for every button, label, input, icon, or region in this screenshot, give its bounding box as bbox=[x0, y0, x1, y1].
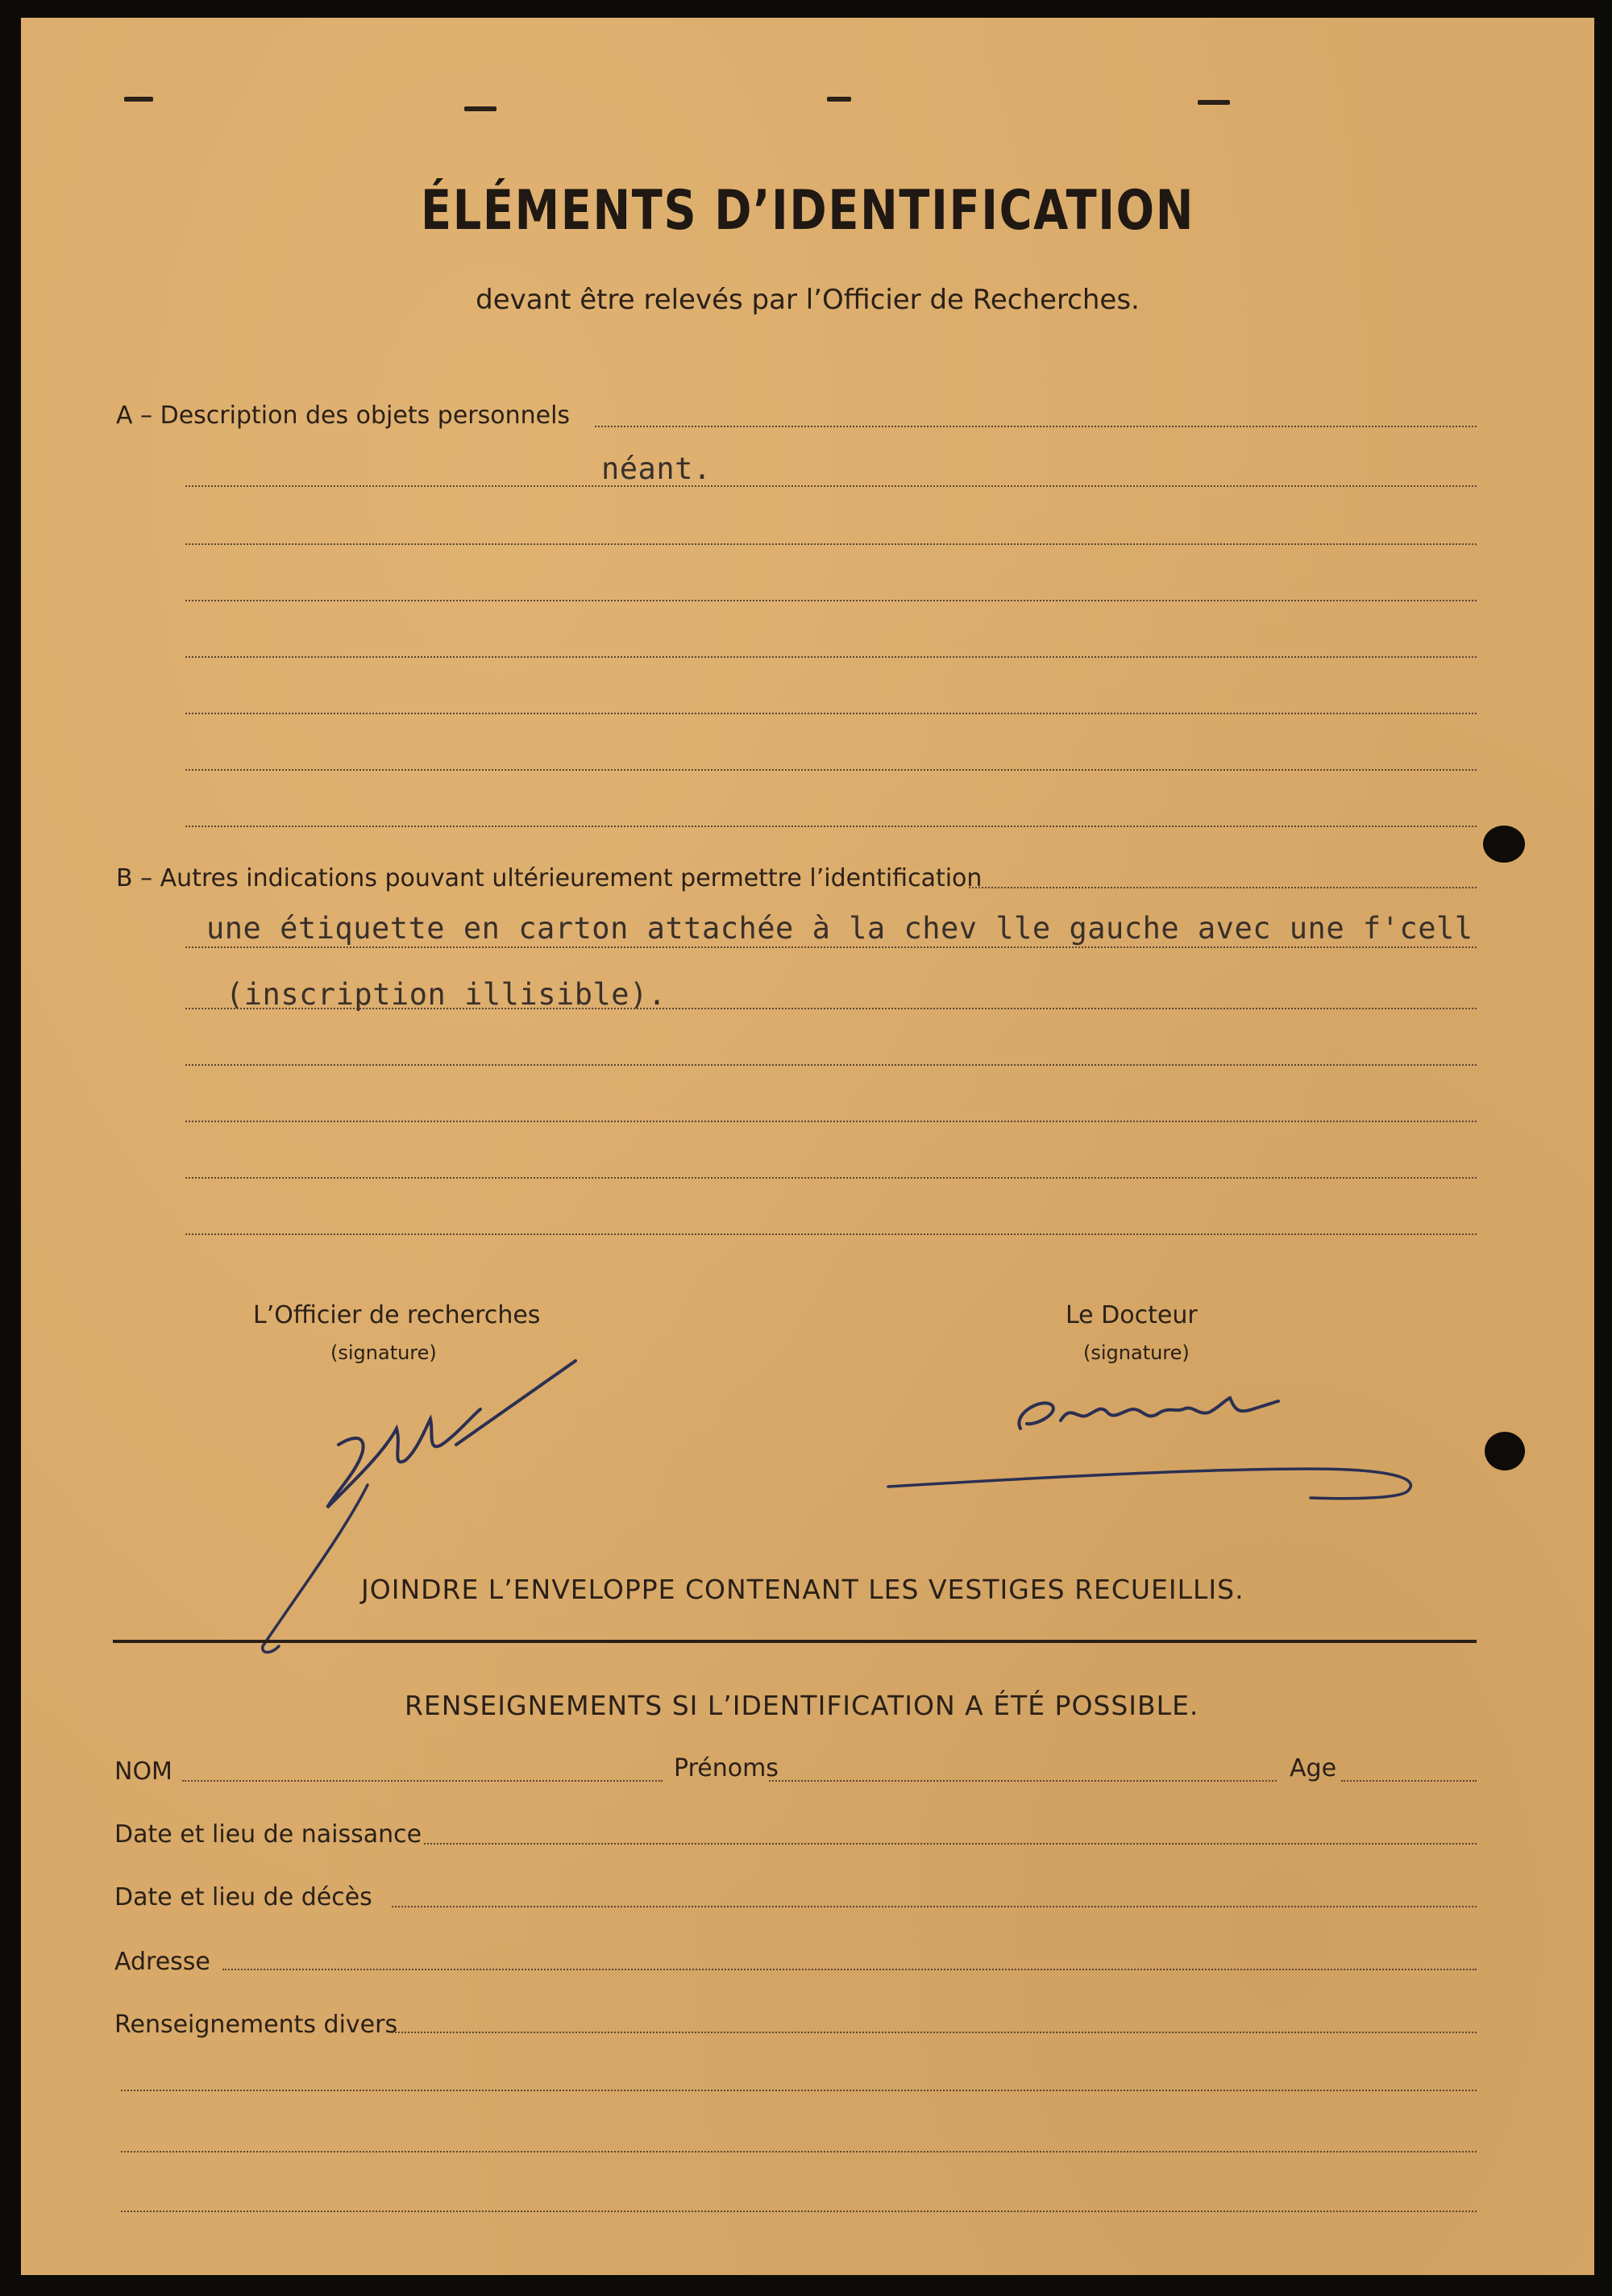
officer-signature-caption: (signature) bbox=[330, 1341, 437, 1364]
naissance-label: Date et lieu de naissance bbox=[114, 1820, 422, 1849]
section-divider bbox=[113, 1640, 1477, 1643]
dotted-line bbox=[185, 600, 1477, 601]
ink-mark bbox=[124, 97, 153, 102]
section-b-label: B – Autres indications pouvant ultérieurement permettre l’identification bbox=[116, 864, 983, 892]
dotted-line bbox=[185, 946, 1477, 948]
deces-label: Date et lieu de décès bbox=[114, 1883, 372, 1911]
dotted-line bbox=[185, 485, 1477, 487]
naissance-field bbox=[424, 1843, 1477, 1845]
dotted-line bbox=[185, 656, 1477, 658]
doctor-signature-caption: (signature) bbox=[1083, 1341, 1190, 1364]
deces-field bbox=[392, 1906, 1477, 1907]
form-subtitle: devant être relevés par l’Officier de Recherches. bbox=[476, 284, 1140, 316]
dotted-line bbox=[121, 2090, 1477, 2091]
section-a-value: néant. bbox=[601, 451, 712, 486]
dotted-line bbox=[595, 426, 1477, 427]
dotted-line bbox=[121, 2211, 1477, 2212]
dotted-line bbox=[185, 1121, 1477, 1122]
doctor-signature bbox=[859, 1356, 1440, 1501]
adresse-label: Adresse bbox=[114, 1948, 210, 1976]
dotted-line bbox=[185, 826, 1477, 827]
dotted-line bbox=[185, 1177, 1477, 1179]
section-b-line-1: une étiquette en carton attachée à la chev lle gauche avec une f'cell bbox=[206, 911, 1473, 946]
officer-title: L’Officier de recherches bbox=[253, 1301, 541, 1329]
identification-heading: RENSEIGNEMENTS SI L’IDENTIFICATION A ÉTÉ POSSIBLE. bbox=[405, 1690, 1199, 1721]
punch-hole bbox=[1485, 1432, 1525, 1470]
nom-label: NOM bbox=[114, 1757, 172, 1786]
dotted-line bbox=[185, 713, 1477, 714]
instruction-text: JOINDRE L’ENVELOPPE CONTENANT LES VESTIGES RECUEILLIS. bbox=[361, 1574, 1244, 1605]
doctor-title: Le Docteur bbox=[1066, 1301, 1198, 1329]
nom-field bbox=[182, 1780, 663, 1782]
form-title: ÉLÉMENTS D’IDENTIFICATION bbox=[420, 179, 1195, 243]
ink-mark bbox=[464, 106, 496, 111]
dotted-line bbox=[185, 1008, 1477, 1009]
officer-signature bbox=[214, 1332, 634, 1670]
section-a-label: A – Description des objets personnels bbox=[116, 401, 571, 430]
punch-hole bbox=[1483, 826, 1525, 863]
adresse-field bbox=[222, 1969, 1477, 1970]
prenoms-field bbox=[769, 1780, 1277, 1782]
ink-mark bbox=[1198, 100, 1230, 105]
age-label: Age bbox=[1290, 1754, 1337, 1782]
prenoms-label: Prénoms bbox=[674, 1754, 779, 1782]
dotted-line bbox=[185, 543, 1477, 545]
dotted-line bbox=[185, 1064, 1477, 1066]
dotted-line bbox=[185, 769, 1477, 771]
dotted-line bbox=[121, 2151, 1477, 2152]
form-sheet bbox=[21, 18, 1594, 2275]
divers-label: Renseignements divers bbox=[114, 2011, 398, 2039]
divers-field bbox=[392, 2032, 1477, 2033]
section-b-line-2: (inscription illisible). bbox=[226, 977, 667, 1012]
dotted-line bbox=[185, 1233, 1477, 1235]
dotted-line bbox=[969, 887, 1477, 888]
age-field bbox=[1341, 1780, 1477, 1782]
ink-mark bbox=[827, 97, 851, 102]
